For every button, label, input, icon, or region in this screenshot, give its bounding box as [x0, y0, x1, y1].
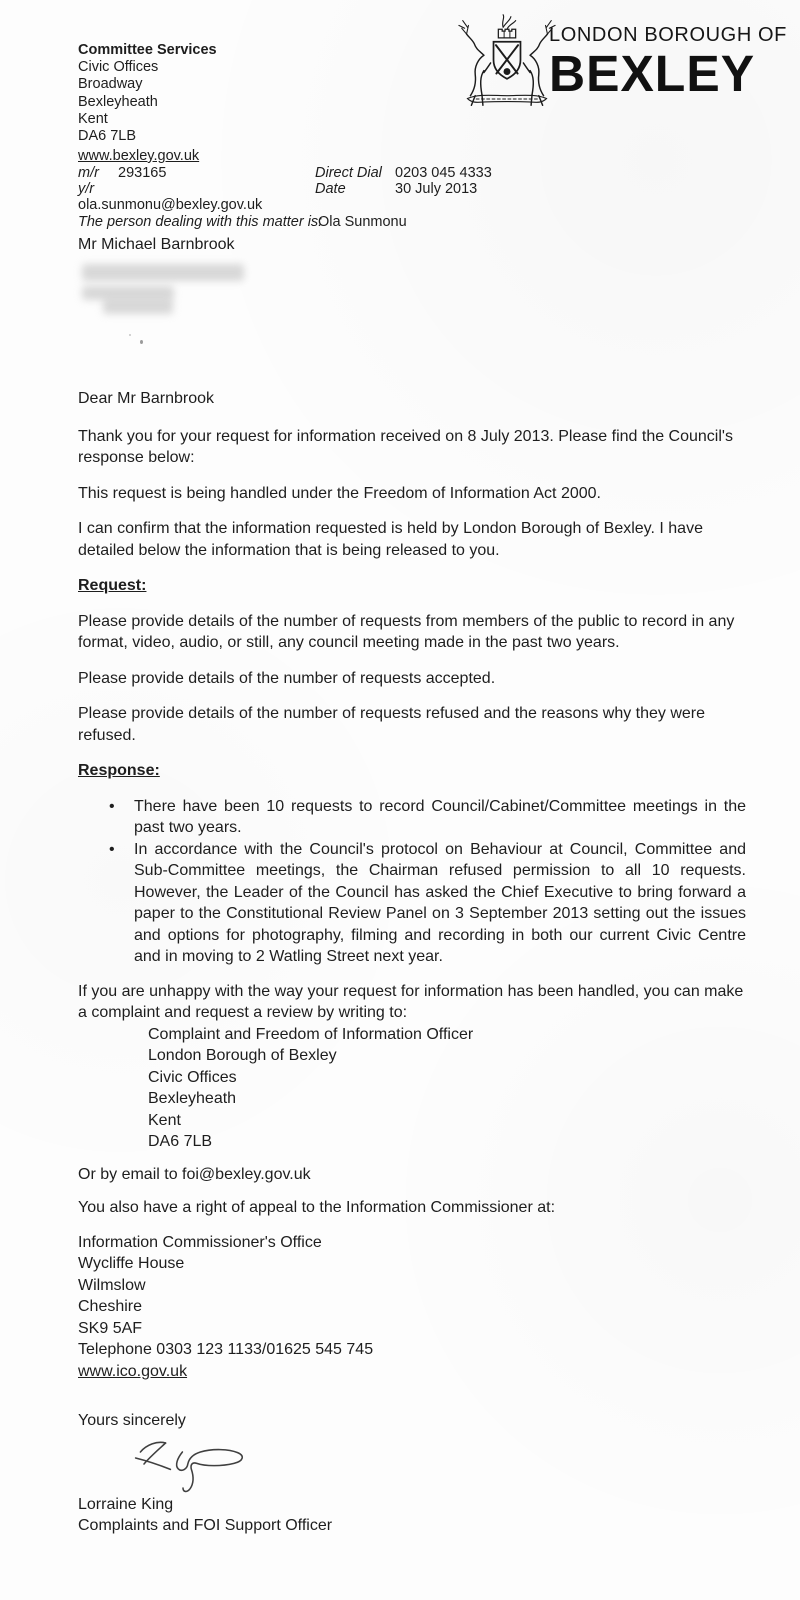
- closing-phrase: Yours sincerely: [78, 1412, 186, 1429]
- signatory-title: Complaints and FOI Support Officer: [78, 1517, 333, 1534]
- complaint-address-line: Civic Offices: [148, 1068, 237, 1086]
- response-bullet: • There have been 10 requests to record Council/Cabinet/Committee meetings in the past two years.: [134, 796, 746, 839]
- letter-body: [78, 388, 746, 1537]
- logo-org-name: BEXLEY: [549, 45, 756, 103]
- ref-row-contact: [78, 214, 698, 230]
- ico-address-line: Wycliffe House: [78, 1255, 185, 1272]
- direct-dial-value: 0203 045 4333: [395, 165, 492, 181]
- contact-email: ola.sunmonu@bexley.gov.uk: [78, 197, 263, 214]
- ico-address-line: Cheshire: [78, 1298, 143, 1315]
- sender-address-line: Kent: [78, 110, 108, 127]
- complaint-address-block: [78, 1024, 746, 1153]
- handwritten-signature-icon: [86, 1434, 746, 1494]
- sender-address-line: DA6 7LB: [78, 128, 137, 145]
- request-paragraph: Please provide details of the number of requests refused and the reasons why they were refused.: [78, 705, 706, 744]
- ico-address-line: SK9 5AF: [78, 1319, 143, 1337]
- logo-org-line: LONDON BOROUGH OF: [549, 24, 787, 46]
- reference-block: [78, 148, 698, 230]
- your-ref-label: y/r: [78, 181, 95, 198]
- complaint-address-line: London Borough of Bexley: [148, 1047, 337, 1064]
- contact-person-label: The person dealing with this matter is:: [78, 213, 323, 230]
- ref-row-email: [78, 197, 698, 213]
- intro-paragraph: I can confirm that the information requested is held by London Borough of Bexley. I have detailed below the information that is being released to you.: [78, 520, 703, 559]
- sender-department: Committee Services: [78, 42, 217, 58]
- complaint-address-line: Bexleyheath: [148, 1090, 237, 1107]
- ico-address-line: Wilmslow: [78, 1276, 146, 1294]
- complaint-intro: If you are unhappy with the way your request for information has been handled, you can make a complaint and request a review by writing to:: [78, 982, 744, 1021]
- redacted-address-line: [103, 299, 173, 314]
- ico-address-block: [78, 1232, 746, 1383]
- response-bullet-list: [78, 796, 746, 968]
- redacted-address-line: [82, 286, 174, 300]
- request-paragraph: Please provide details of the number of requests from members of the public to record in any format, video, audio, or still, any council meeting made in the past two years.: [78, 612, 735, 651]
- foi-email-line: Or by email to foi@bexley.gov.uk: [78, 1165, 311, 1183]
- ico-website-link: www.ico.gov.uk: [78, 1362, 188, 1380]
- ico-address-lines: [78, 1232, 746, 1361]
- request-paragraph: Please provide details of the number of requests accepted.: [78, 669, 496, 687]
- date-label: Date: [315, 181, 346, 198]
- contact-person-name: Ola Sunmonu: [318, 213, 407, 230]
- request-paragraphs: [78, 611, 746, 747]
- ico-address-line: Telephone 0303 123 1133/01625 545 745: [78, 1341, 374, 1358]
- appeal-line: You also have a right of appeal to the Information Commissioner at:: [78, 1199, 556, 1216]
- signatory-name: Lorraine King: [78, 1495, 174, 1513]
- date-value: 30 July 2013: [395, 181, 478, 198]
- response-bullet: • In accordance with the Council's protocol on Behaviour at Council, Committee and Sub-Committee meetings, the Chairman refused permission to all 10 requests. However, the Leader of the Council has asked the Chief Executive to bring forward a paper to the Constitutional Review Panel on 3 September 2013 setting out the issues and options for photography, filming and recording in both our current Civic Centre and in moving to 2 Watling Street next year.: [134, 839, 746, 968]
- sender-website-link: www.bexley.gov.uk: [78, 148, 200, 164]
- intro-paragraph: Thank you for your request for information received on 8 July 2013. Please find the Council's response below:: [78, 427, 733, 466]
- sender-address-line: Bexleyheath: [78, 93, 158, 110]
- sender-address-line: Civic Offices: [78, 59, 159, 76]
- recipient-name: Mr Michael Barnbrook: [78, 236, 235, 253]
- my-ref-value: 293165: [118, 165, 167, 181]
- complaint-address-line: Kent: [148, 1111, 181, 1129]
- redacted-address-line: [82, 264, 244, 281]
- sender-address-block: [78, 42, 217, 145]
- ref-row-myref: [78, 165, 698, 181]
- scan-speck: [129, 334, 131, 336]
- complaint-address-line: Complaint and Freedom of Information Officer: [148, 1025, 474, 1043]
- request-heading: Request:: [78, 577, 147, 594]
- intro-paragraphs: [78, 426, 746, 562]
- sender-address-lines: [78, 59, 217, 145]
- sender-address-line: Broadway: [78, 76, 143, 93]
- ico-address-line: Information Commissioner's Office: [78, 1233, 322, 1251]
- logo-wordmark: [549, 24, 787, 103]
- salutation: Dear Mr Barnbrook: [78, 390, 215, 407]
- intro-paragraph: This request is being handled under the Freedom of Information Act 2000.: [78, 484, 601, 502]
- my-ref-label: m/r: [78, 165, 99, 181]
- bexley-coat-of-arms-icon: [455, 12, 559, 115]
- response-heading: Response:: [78, 762, 160, 779]
- direct-dial-label: Direct Dial: [315, 165, 382, 181]
- scan-speck: [140, 340, 143, 344]
- ref-row-yourref: [78, 181, 698, 197]
- complaint-address-line: DA6 7LB: [148, 1133, 213, 1150]
